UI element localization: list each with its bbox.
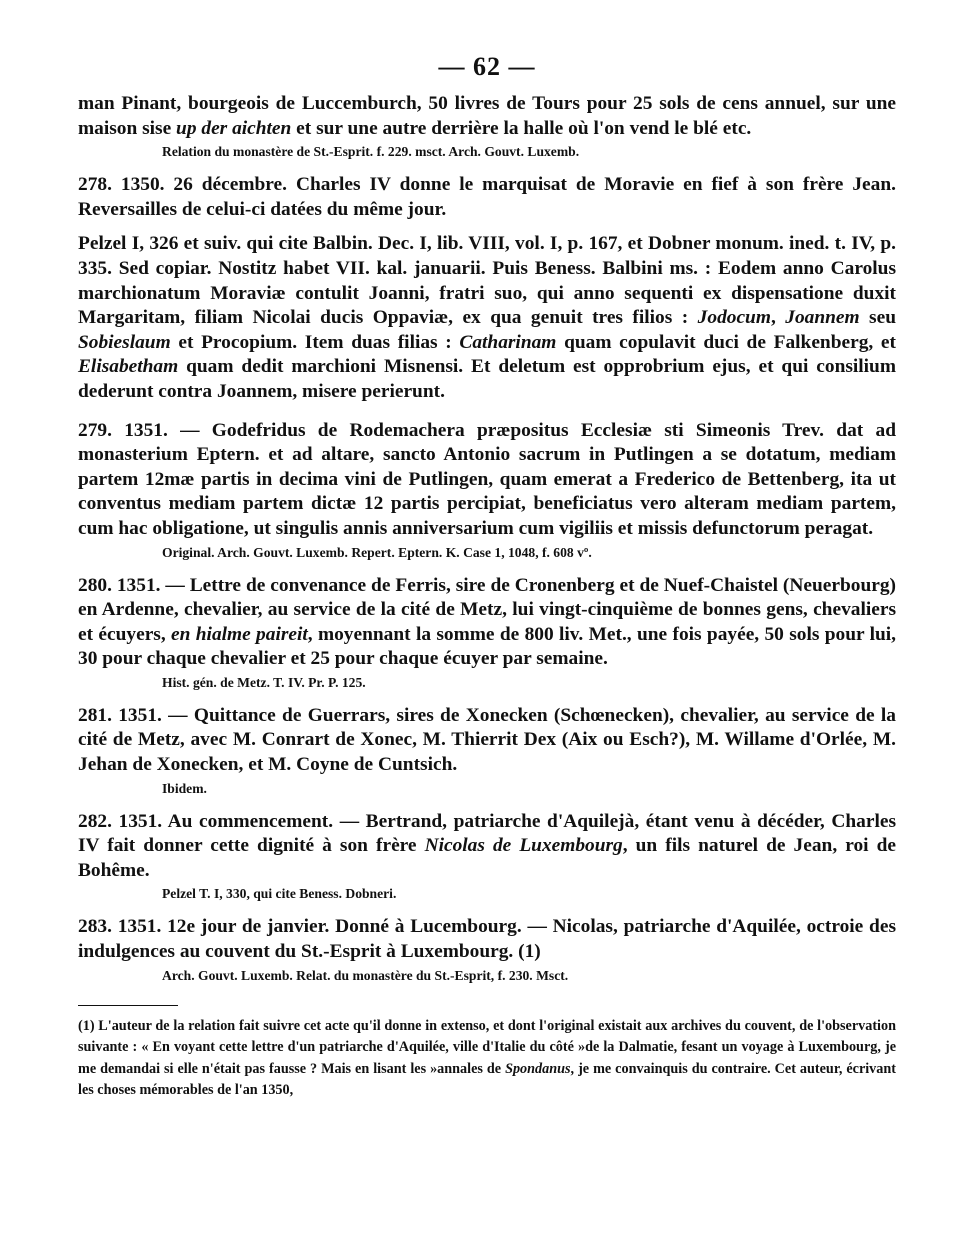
entry-text: , un fils naturel de Jean, roi de Bohême.	[78, 835, 896, 881]
entry-282-source: Pelzel T. I, 330, qui cite Beness. Dobneri.	[162, 886, 397, 902]
entry-278-commentary	[78, 232, 896, 404]
entry-number: 282. 1351.	[78, 810, 163, 832]
footnote-italic: Spondanus	[505, 1060, 571, 1077]
entry-number: 279. 1351.	[78, 419, 168, 441]
entry-italic: Elisabetham	[78, 356, 179, 378]
entry-text: — Lettre de convenance de Ferris, sire de Cronenberg et de Nuef-Chaistel (Neuerbourg) en Ardenne, chevalier, au service de la cité de Metz, lui vingt-cinquième de bonnes gens, chevaliers et écuyers,	[78, 574, 896, 645]
entry-text: — Quittance de Guerrars, sires de Xonecken (Schœnecken), chevalier, au service de la cité de Metz, avec M. Conrart de Xonec, M. Thierrit Dex (Aix ou Esch?), M. Willame d'Orlée, M. Jehan de Xonecken, et M. Coyne de Cuntsich.	[78, 704, 896, 776]
footnote-text-end: , je me convainquis du contraire. Cet auteur, écrivant les choses mémorables de l'an 1350,	[78, 1060, 896, 1099]
entry-text: 26 décembre. Charles IV donne le marquisat de Moravie en fief à son frère Jean. Reversailles de celui-ci datées du même jour.	[78, 174, 896, 220]
entry-281-source: Ibidem.	[162, 780, 207, 796]
footnote	[78, 1016, 896, 1102]
entry-279	[78, 419, 896, 542]
intro-paragraph	[78, 92, 896, 141]
footnote-text: (1) L'auteur de la relation fait suivre cet acte qu'il donne in extenso, et dont l'original existait aux archives du couvent, de l'observation suivante : « En voyant cette lettre d'un patriarche d'Aquilée, ville d'Italie du côté »de la Dalmatie, fesant un voyage à Luxembourg, je me demandai si elle n'était pas fausse ? Mais en lisant les »annales de	[78, 1017, 896, 1077]
entry-280-source: Hist. gén. de Metz. T. IV. Pr. P. 125.	[162, 674, 366, 690]
entry-283-source: Arch. Gouvt. Luxemb. Relat. du monastère du St.-Esprit, f. 230. Msct.	[162, 967, 569, 983]
entry-281	[78, 704, 896, 778]
entry-text: quam dedit marchioni Misnensi. Et deletum est opprobrium ejus, et qui consilium dederunt contra Joannem, misere perierunt.	[78, 356, 896, 402]
entry-text: quam copulavit duci de Falkenberg, et	[556, 331, 896, 353]
entry-text: Pelzel I, 326 et suiv. qui cite Balbin. Dec. I, lib. VIII, vol. I, p. 167, et Dobner monum. ined. t. IV, p. 335. Sed copiar. Nostitz habet VII. kal. januarii. Puis Beness. Balbini ms. : Eodem anno Carolus marchionatum Moraviæ contulit Joanni, fratri suo, qui anno sequenti ex dispensatione duxit Margaritam, filiam Nicolai ducis Oppaviæ, ex qua genuit tres filios :	[78, 233, 896, 329]
intro-italic: up der aichten	[176, 117, 292, 139]
entry-text: — Godefridus de Rodemachera præpositus Ecclesiæ sti Simeonis Trev. dat ad monasterium Eptern. et ad altare, sancto Antonio sacrum in Putlingen a se dotatum, mediam partem 12mæ partis in decima vini de Putlingen, quam emerat a Frederico de Bettenberg, ita ut conventus mediam partem dictæ 12 partis percipiat, beneficiatus vero alteram mediam partem, cum hac obligatione, ut singulis annis anniversarium cum vigiliis et missis defunctorum peragat.	[78, 419, 896, 539]
entry-text: ,	[770, 307, 786, 329]
entry-italic: Joannem	[785, 307, 860, 329]
entry-279-source: Original. Arch. Gouvt. Luxemb. Repert. Eptern. K. Case 1, 1048, f. 608 vº.	[162, 544, 592, 560]
entry-282	[78, 810, 896, 884]
entry-text: et Procopium. Item duas filias :	[170, 331, 460, 353]
entry-283	[78, 915, 896, 964]
entry-number: 280. 1351.	[78, 574, 161, 596]
entry-280	[78, 574, 896, 672]
intro-text-end: et sur une autre derrière la halle où l'on vend le blé etc.	[291, 117, 752, 139]
entry-text: Au commencement. — Bertrand, patriarche d'Aquilejà, étant venu à décéder, Charles IV fait donner cette dignité à son frère	[78, 810, 896, 857]
entry-number: 283. 1351.	[78, 916, 162, 938]
page-number: — 62 —	[438, 52, 536, 81]
entry-text: 12e jour de janvier. Donné à Lucembourg. — Nicolas, patriarche d'Aquilée, octroie des indulgences au couvent du St.-Esprit à Luxembourg. (1)	[78, 916, 896, 963]
entry-number: 281. 1351.	[78, 704, 162, 726]
entry-italic: Jodocum	[697, 307, 771, 329]
entry-text: seu	[859, 307, 896, 329]
entry-number: 278. 1350.	[78, 174, 165, 196]
entry-278	[78, 173, 896, 222]
footnote-divider	[78, 1005, 178, 1006]
entry-text: , moyennant la somme de 800 liv. Met., une fois payée, 50 sols pour lui, 30 pour chaque chevalier et 25 pour chaque écuyer par semaine.	[78, 623, 896, 670]
document-page	[78, 52, 896, 1102]
intro-text: man Pinant, bourgeois de Luccemburch, 50 livres de Tours pour 25 sols de cens annuel, sur une maison sise	[78, 93, 896, 139]
intro-source: Relation du monastère de St.-Esprit. f. 229. msct. Arch. Gouvt. Luxemb.	[162, 144, 580, 160]
entry-italic: Catharinam	[459, 331, 557, 353]
entry-italic: Nicolas de Luxembourg	[424, 835, 623, 857]
entry-italic: Sobieslaum	[78, 331, 171, 353]
entry-italic: en hialme paireit	[171, 623, 308, 645]
